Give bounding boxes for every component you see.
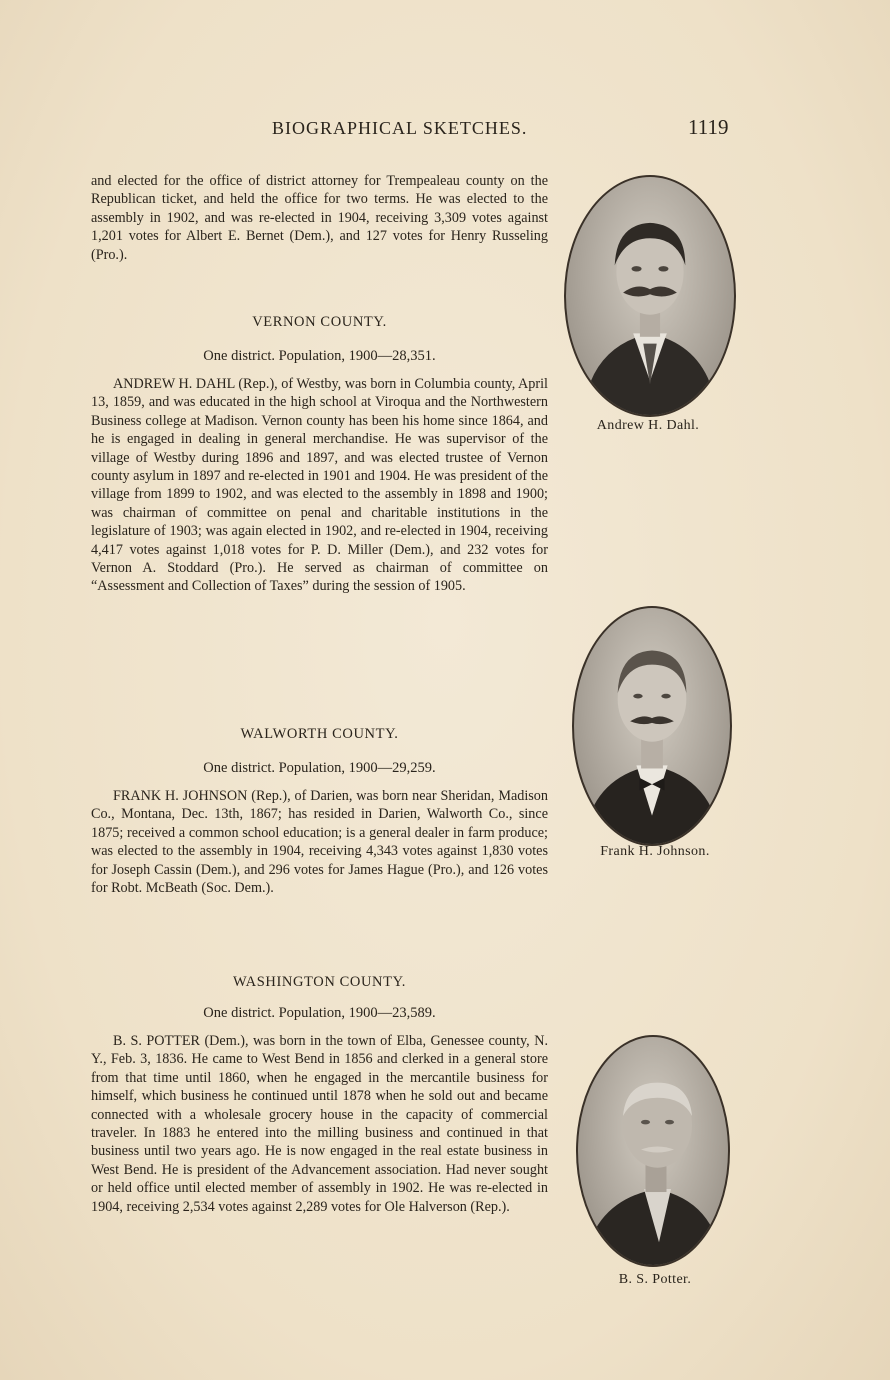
running-header: BIOGRAPHICAL SKETCHES. [272,118,528,138]
district-line: One district. Population, 1900—29,259. [203,760,436,776]
portrait-caption: B. S. Potter. [618,1272,692,1287]
portrait-caption: Frank H. Johnson. [600,844,710,859]
intro-paragraph: and elected for the office of district attorney for Trempealeau county on the Republican ticket, and held the office for two terms. He was elected to the assembly in 1902, and was re-elected in 1904, receiving 3,309 votes against 1,201 votes for Albert E. Bernet (Dem.), and 127 votes for Henry Russeling (Pro.). [91,173,548,263]
biography-potter: B. S. POTTER (Dem.), was born in the town of Elba, Genessee county, N. Y., Feb. 3, 1836. He came to West Bend in 1856 and clerked in a general store from that time until 1860, when he engaged in the mercantile business for himself, which business he continued until 1878 when he sold out and became connected with a wholesale grocery house in the capacity of commercial traveler. In 1883 he entered into the milling business and continued in that business until two years ago. He is now engaged in the real estate business in West Bend. He is president of the Advancement association. Had never sought or held office until elected member of assembly in 1902. He was re-elected in 1904, receiving 2,534 votes against 2,289 votes for Ole Halverson (Rep.). [91,1033,548,1215]
district-line: One district. Population, 1900—28,351. [203,348,436,364]
county-heading: WASHINGTON COUNTY. [233,974,406,990]
biography-johnson: FRANK H. JOHNSON (Rep.), of Darien, was born near Sheridan, Madison Co., Montana, Dec. 13th, 1867; has resided in Darien, Walworth Co., since 1875; received a common school education; is a general dealer in farm produce; was elected to the assembly in 1904, receiving 4,343 votes against 1,830 votes for Joseph Cassin (Dem.), and 296 votes for James Hague (Pro.), and 126 votes for Robt. McBeath (Soc. Dem.). [91,788,548,897]
section-washington [91,974,548,1216]
county-heading: WALWORTH COUNTY. [240,726,399,742]
section-vernon [91,314,548,596]
biography-dahl: ANDREW H. DAHL (Rep.), of Westby, was born in Columbia county, April 13, 1859, and was educated in the high school at Viroqua and the Northwestern Business college at Madison. Vernon county has been his home since 1864, and he is engaged in dealing in general merchandise. He was supervisor of the village of Westby during 1896 and 1897, and was elected trustee of Vernon county asylum in 1897 and re-elected in 1901 and 1904. He was president of the village from 1899 to 1902, and was elected to the assembly in 1898 and 1900; was chairman of committee on penal and charitable institutions in the legislature of 1903; was again elected in 1902, and re-elected in 1904, receiving 4,417 votes against 1,018 votes for P. D. Miller (Dem.), and 232 votes for Vernon A. Stoddard (Pro.). He served as chairman of committee on “Assessment and Collection of Taxes” during the session of 1905. [91,376,548,595]
page-number: 1119 [688,115,729,139]
district-line: One district. Population, 1900—23,589. [203,1005,436,1021]
portrait-caption: Andrew H. Dahl. [596,418,700,433]
county-heading: VERNON COUNTY. [252,314,387,330]
portrait-dahl [564,175,736,417]
portrait-johnson [572,606,732,846]
intro-paragraph-block [91,172,548,264]
section-walworth [91,726,548,897]
portrait-potter [576,1035,730,1267]
